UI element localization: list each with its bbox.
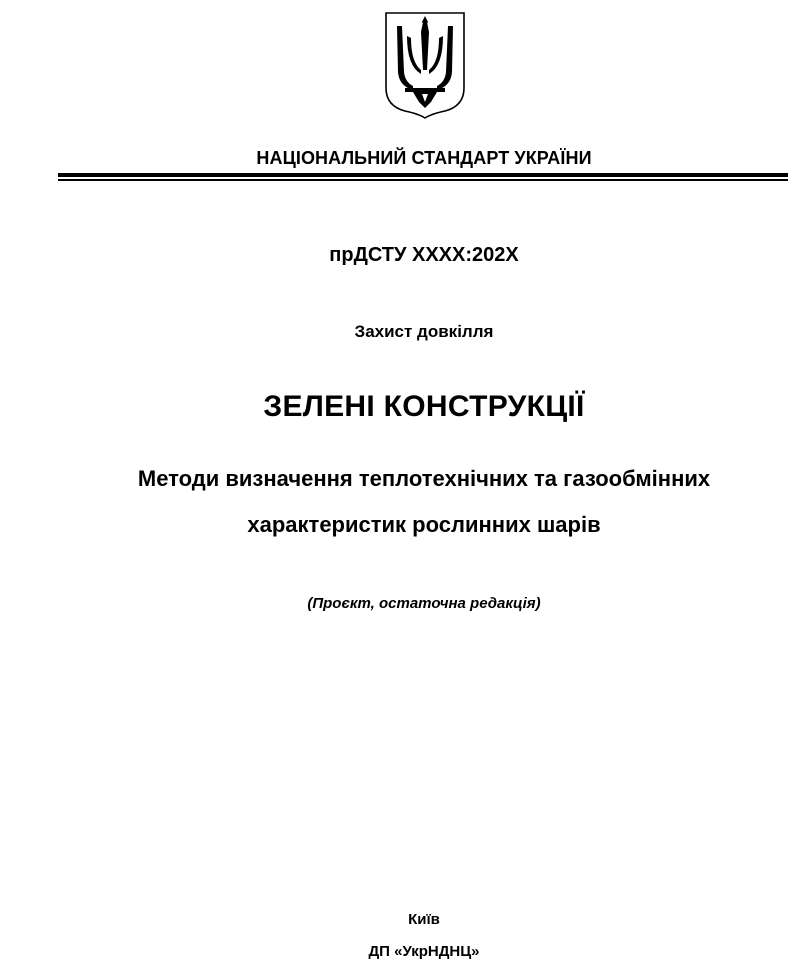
document-subtitle-line-1: Методи визначення теплотехнічних та газообмінних: [137, 466, 711, 491]
header-rule-thin: [58, 179, 788, 181]
coat-of-arms-trident-icon: [383, 10, 467, 120]
draft-status-note: (Проєкт, остаточна редакція): [307, 595, 541, 612]
document-subtitle-line-2: характеристик рослинних шарів: [247, 512, 601, 537]
document-title: ЗЕЛЕНІ КОНСТРУКЦІЇ: [263, 390, 585, 423]
national-standard-header: НАЦІОНАЛЬНИЙ СТАНДАРТ УКРАЇНИ: [256, 148, 592, 168]
document-number: прДСТУ XXXX:202X: [329, 244, 519, 266]
header-rule-thick: [58, 173, 788, 177]
document-category: Захист довкілля: [354, 322, 494, 341]
publisher-name: ДП «УкрНДНЦ»: [368, 943, 480, 960]
publication-city: Київ: [408, 911, 440, 928]
